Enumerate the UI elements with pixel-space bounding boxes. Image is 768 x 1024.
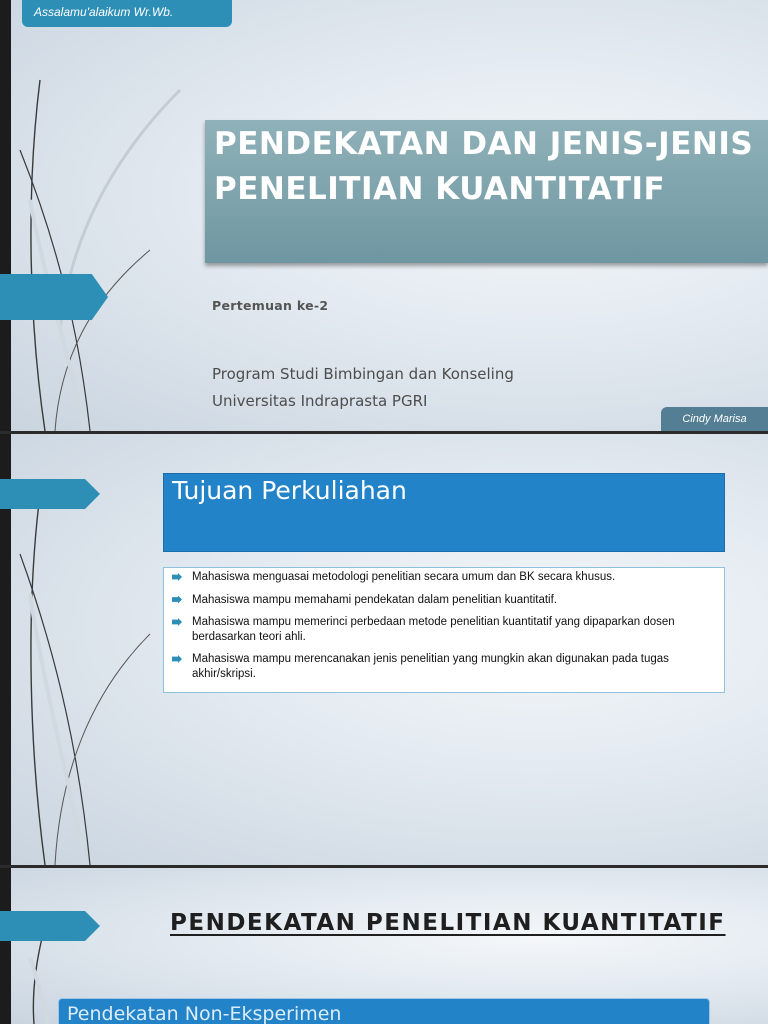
university-name: Universitas Indraprasta PGRI [212, 392, 428, 410]
list-item: Mahasiswa mampu memerinci perbedaan metode penelitian kuantitatif yang dipaparkan dosen berdasarkan teori ahli. [172, 615, 716, 644]
greeting-tag: Assalamu'alaikum Wr.Wb. [22, 0, 232, 27]
slide-2 [0, 434, 768, 865]
program-info [212, 361, 514, 415]
title-box [205, 120, 768, 263]
arrow-bullet-icon [172, 618, 182, 626]
arrow-marker-icon [0, 479, 100, 509]
slide-title: PENDEKATAN DAN JENIS-JENIS PENELITIAN KUANTITATIF [214, 126, 754, 207]
slide-3 [0, 868, 768, 1024]
goal-heading: Tujuan Perkuliahan [172, 476, 407, 505]
decorative-swirl [0, 0, 200, 431]
approach-box [58, 998, 710, 1024]
arrow-marker-icon [0, 911, 100, 941]
slide-1 [0, 0, 768, 431]
goal-list [163, 567, 725, 693]
list-item: Mahasiswa mampu memahami pendekatan dalam penelitian kuantitatif. [172, 593, 716, 608]
approach-label: Pendekatan Non-Eksperimen [67, 1003, 342, 1024]
arrow-bullet-icon [172, 596, 182, 604]
arrow-bullet-icon [172, 655, 182, 663]
arrow-bullet-icon [172, 573, 182, 581]
list-item: Mahasiswa menguasai metodologi penelitian secara umum dan BK secara khusus. [172, 570, 716, 585]
meeting-label: Pertemuan ke-2 [212, 298, 329, 313]
list-item: Mahasiswa mampu merencanakan jenis penelitian yang mungkin akan digunakan pada tugas akhir/skripsi. [172, 652, 716, 681]
author-tag: Cindy Marisa [661, 407, 768, 431]
program-name: Program Studi Bimbingan dan Konseling [212, 365, 514, 383]
section-heading: PENDEKATAN PENELITIAN KUANTITATIF [170, 910, 726, 936]
goal-heading-box [163, 473, 725, 552]
arrow-marker-icon [0, 274, 108, 320]
